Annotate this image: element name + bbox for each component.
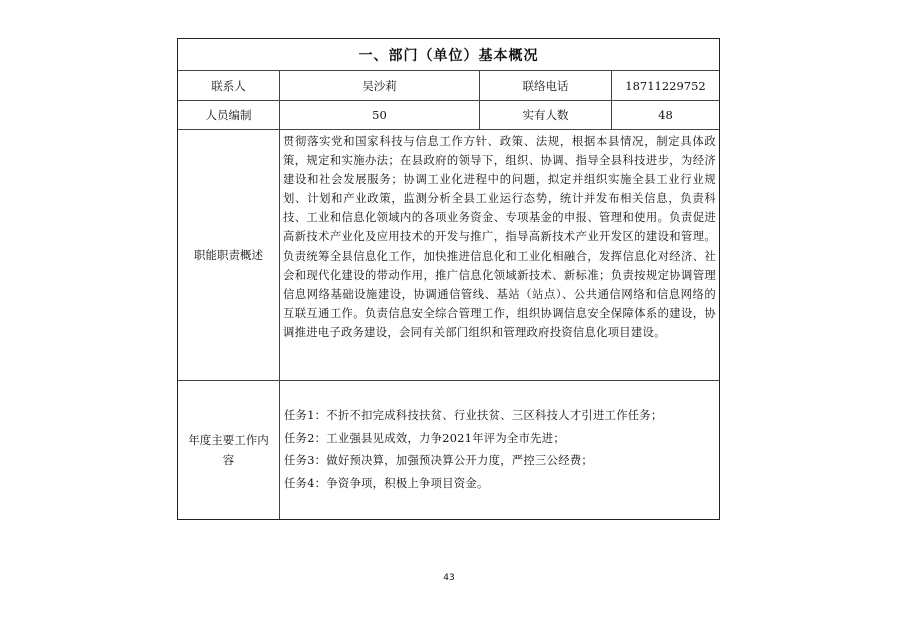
tasks-cell: [280, 381, 719, 519]
duties-row: [178, 130, 719, 381]
staff-row: [178, 101, 719, 130]
table-title: 一、部门（单位）基本概况: [358, 47, 539, 64]
contact-value: 吴沙莉: [280, 71, 480, 100]
actual-staff-label: 实有人数: [480, 101, 612, 129]
task-list: [280, 405, 719, 495]
staff-quota-label: 人员编制: [178, 101, 280, 129]
phone-label: 联络电话: [480, 71, 612, 100]
table-title-row: [178, 39, 719, 71]
task-item: 任务2：工业强县见成效，力争2021年评为全市先进；: [284, 431, 565, 445]
tasks-row: [178, 381, 719, 519]
duties-label: 职能职责概述: [178, 130, 280, 380]
page-number: 43: [443, 573, 455, 583]
contact-row: [178, 71, 719, 101]
contact-label: 联系人: [178, 71, 280, 100]
actual-staff-value: 48: [658, 108, 673, 122]
task-item: 任务3：做好预决算，加强预决算公开力度，严控三公经费；: [284, 454, 594, 467]
duties-text: 贯彻落实党和国家科技与信息工作方针、政策、法规，根据本县情况，制定具体政策，规定和实施办法；在县政府的领导下，组织、协调、指导全县科技进步，为经济建设和社会发展服务；协调工业化进程中的问题，拟定并组织实施全县工业行业规划、计划和产业政策，监测分析全县工业运行态势，统计并发布相关信息，负责科技、工业和信息化领域内的各项业务资金、专项基金的申报、管理和使用。负责促进高新技术产业化及应用技术的开发与推广，指导高新技术产业开发区的建设和管理。负责统筹全县信息化工作，加快推进信息化和工业化相融合，发挥信息化对经济、社会和现代化建设的带动作用，推广信息化领域新技术、新标准；负责按规定协调管理信息网络基础设施建设，协调通信管线、基站（站点）、公共通信网络和信息网络的互联互通工作。负责信息安全综合管理工作，组织协调信息安全保障体系的建设，协调推进电子政务建设，会同有关部门组织和管理政府投资信息化项目建设。: [283, 135, 716, 339]
task-item: 任务1：不折不扣完成科技扶贫、行业扶贫、三区科技人才引进工作任务；: [284, 409, 663, 422]
basic-overview-table: [177, 38, 720, 520]
staff-quota-value: 50: [280, 101, 480, 129]
phone-value: 18711229752: [625, 78, 706, 93]
tasks-label: 年度主要工作内容: [178, 381, 280, 519]
task-item: 任务4：争资争项，积极上争项目资金。: [284, 476, 489, 490]
